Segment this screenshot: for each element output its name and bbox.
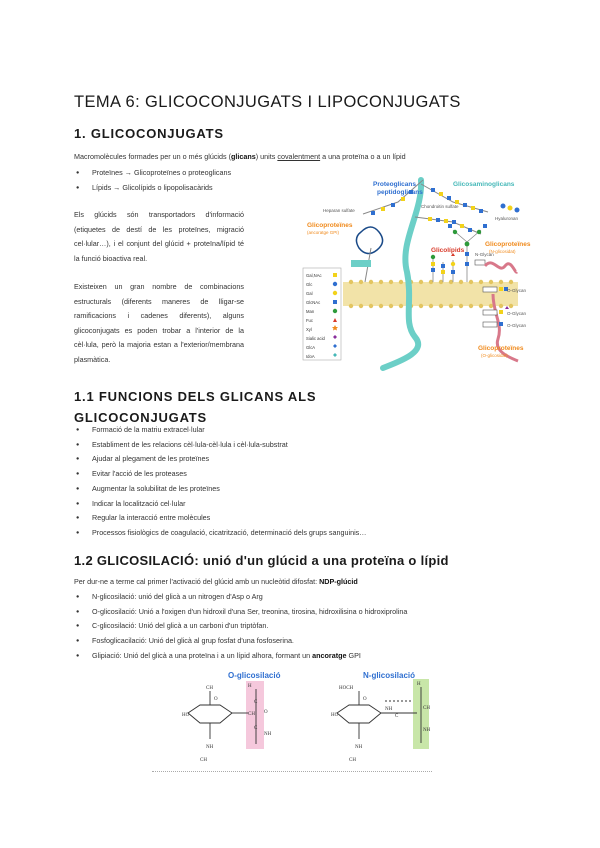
svg-text:CH: CH: [248, 712, 255, 717]
legend-label: Xyl: [306, 327, 312, 332]
svg-text:HO: HO: [331, 713, 339, 718]
legend-label: Fuc: [306, 318, 313, 323]
intro-bold: glicans: [231, 152, 256, 161]
gpi-sugar-block: [351, 260, 371, 267]
list-item-text: Glipiació: Unió del glicà a una proteïna i a un lípid alhora, formant un: [92, 650, 313, 660]
intro-text: a una proteïna o a un lípid: [320, 152, 406, 161]
list-item-bold: ancoratge: [312, 650, 347, 660]
paragraph-combinations: Existeixen un gran nombre de combinacions estructurals (diferents maneres de lligar-se ramificacions i cadenes diferents), alguns glicoconjugats es poden trobar a l'interior de la cèl·lula, però la majoria estan a l'exterior/membrana plasmàtica.: [74, 282, 244, 364]
svg-text:CH: CH: [423, 706, 430, 711]
legend-label: Sialic acid: [306, 336, 325, 341]
list-item: ● O-glicosilació: Unió a l'oxigen d'un hidroxil d'una Ser, treonina, tirosina, hidroxilisina o hidroxiprolina: [74, 605, 407, 620]
o-glycosylation-label: O-glicosilació: [228, 671, 281, 680]
label-o-glycoproteins: Glicoproteïnes: [478, 345, 524, 352]
divider: [152, 771, 432, 772]
svg-text:CH: CH: [200, 758, 207, 763]
glycoconjugates-diagram: [303, 172, 531, 372]
o-glycosylation-structure: [170, 669, 290, 769]
legend-label: Gal,NAc: [306, 273, 322, 278]
label-n-sub: (N-glicosidat): [489, 249, 516, 254]
list-item: ● Processos fisiològics de coagulació, cicatrització, determinació dels grups sanguinis…: [74, 526, 366, 541]
legend-label: IdoA: [306, 354, 315, 359]
list-item: ● C-glicosilació: Unió del glicà a un carboni d'un triptòfan.: [74, 619, 407, 634]
list-item: ● Regular la interacció entre molècules: [74, 511, 366, 526]
label-hyaluronan: Hyaluronan: [495, 216, 519, 221]
svg-text:C: C: [254, 700, 258, 705]
svg-text:NH: NH: [423, 728, 431, 733]
label-oglycan: O-Glycan: [507, 288, 527, 293]
list-item: ● Indicar la localització cel·lular: [74, 497, 366, 512]
svg-text:NH: NH: [385, 707, 393, 712]
label-gpi-glycoproteins: Glicoproteïnes: [307, 222, 353, 229]
legend-label: GlcNAc: [306, 300, 321, 305]
svg-text:HO: HO: [182, 713, 190, 718]
gpi-protein: [356, 227, 382, 254]
svg-text:C: C: [254, 726, 258, 731]
n-glycosylation-label: N-glicosilació: [363, 671, 416, 680]
conjugate-list: [74, 166, 231, 195]
label-heparan: Heparan sulfate: [323, 208, 355, 213]
intro-text: Macromolècules formades per un o més glúcids (: [74, 152, 231, 161]
label-gags: Glicosaminoglicans: [453, 181, 515, 188]
functions-list: [74, 423, 366, 541]
svg-text:O: O: [264, 710, 268, 715]
label-o-sub: (O-glicosidat): [481, 353, 508, 358]
core-protein: [383, 180, 421, 368]
intro-text: Per dur-ne a terme cal primer l'activació del glúcid amb un nucleòtid difosfat:: [74, 577, 320, 586]
label-n-glycoproteins: Glicoproteïnes: [485, 241, 531, 248]
intro-text: ) units: [255, 152, 278, 161]
legend-label: Man: [306, 309, 315, 314]
section-intro: [74, 152, 406, 161]
svg-text:C: C: [395, 714, 399, 719]
paragraph-information: Els glúcids són transportadors d'informació (etiquetes de destí de les proteïnes, migració cel·lular…), i el conjunt del glúcid + proteïna/lípid té la funció bioactiva real.: [74, 210, 244, 263]
n-glycoprotein: [485, 263, 517, 272]
label-glycolipids: Glicolípids: [431, 247, 465, 254]
glycosylation-intro: [74, 577, 358, 586]
svg-text:NH: NH: [264, 732, 272, 737]
svg-text:H: H: [248, 684, 252, 689]
label-nglycan: N-Glycan: [475, 252, 494, 257]
n-glycosylation-structure: [325, 669, 435, 769]
list-item-text: GPI: [346, 650, 361, 660]
svg-text:HOCH: HOCH: [339, 686, 354, 691]
label-proteoglycans: Proteoglicans: [373, 181, 416, 188]
glycolipid-chains: [431, 253, 455, 282]
section-heading-glicosilacio: 1.2 GLICOSILACIÓ: unió d'un glúcid a una proteïna o lípid: [74, 553, 449, 568]
svg-text:H: H: [417, 682, 421, 687]
n-ring: [337, 687, 421, 743]
label-oglycan: O-Glycan: [507, 311, 527, 316]
intro-bold: NDP-glúcid: [319, 577, 358, 586]
intro-underline: covalentment: [277, 152, 321, 161]
page-title: TEMA 6: GLICOCONJUGATS I LIPOCONJUGATS: [74, 93, 461, 111]
svg-text:O: O: [363, 697, 367, 702]
o-ring: [188, 689, 256, 744]
svg-text:O: O: [214, 697, 218, 702]
list-item: ● N-glicosilació: unió del glicà a un nitrogen d'Asp o Arg: [74, 590, 407, 605]
section-heading-glicoconjugats: 1. GLICOCONJUGATS: [74, 126, 224, 141]
legend-label: Glc: [306, 282, 313, 287]
svg-text:CH: CH: [206, 686, 213, 691]
list-item: [74, 649, 407, 664]
list-item: ● Ajudar al plegament de les proteïnes: [74, 452, 366, 467]
list-item: ● Establiment de les relacions cèl·lula-cèl·lula i cèl·lula-substrat: [74, 438, 366, 453]
svg-text:NH: NH: [206, 745, 214, 750]
legend-label: GlcA: [306, 345, 316, 350]
label-chondroitin: Chondroitin sulfate: [421, 204, 459, 209]
list-item: ● Fosfoglicacilació: Unió del glicà al grup fosfat d'una fosfoserina.: [74, 634, 407, 649]
label-peptidoglycans: peptidoglicans: [377, 189, 423, 196]
label-gpi-sub: (ancoratge GPI): [307, 230, 340, 235]
list-item: ● Evitar l'acció de les proteases: [74, 467, 366, 482]
list-item: ● Formació de la matriu extracel·lular: [74, 423, 366, 438]
svg-text:CH: CH: [349, 758, 356, 763]
heading-line: 1.1 FUNCIONS DELS GLICANS ALS: [74, 389, 317, 404]
section-heading-funcions: [74, 386, 316, 428]
glycosylation-list: [74, 590, 407, 664]
list-item: ● Proteïnes → Glicoproteïnes o proteoglicans: [74, 166, 231, 181]
label-oglycan: O-Glycan: [507, 323, 527, 328]
svg-text:NH: NH: [355, 745, 363, 750]
list-item: ● Augmentar la solubilitat de les proteïnes: [74, 482, 366, 497]
list-item: ● Lípids → Glicolípids o lipopolisacàrids: [74, 181, 231, 196]
heading-line: GLICOCONJUGATS: [74, 410, 208, 425]
legend-label: Gal: [306, 291, 313, 296]
